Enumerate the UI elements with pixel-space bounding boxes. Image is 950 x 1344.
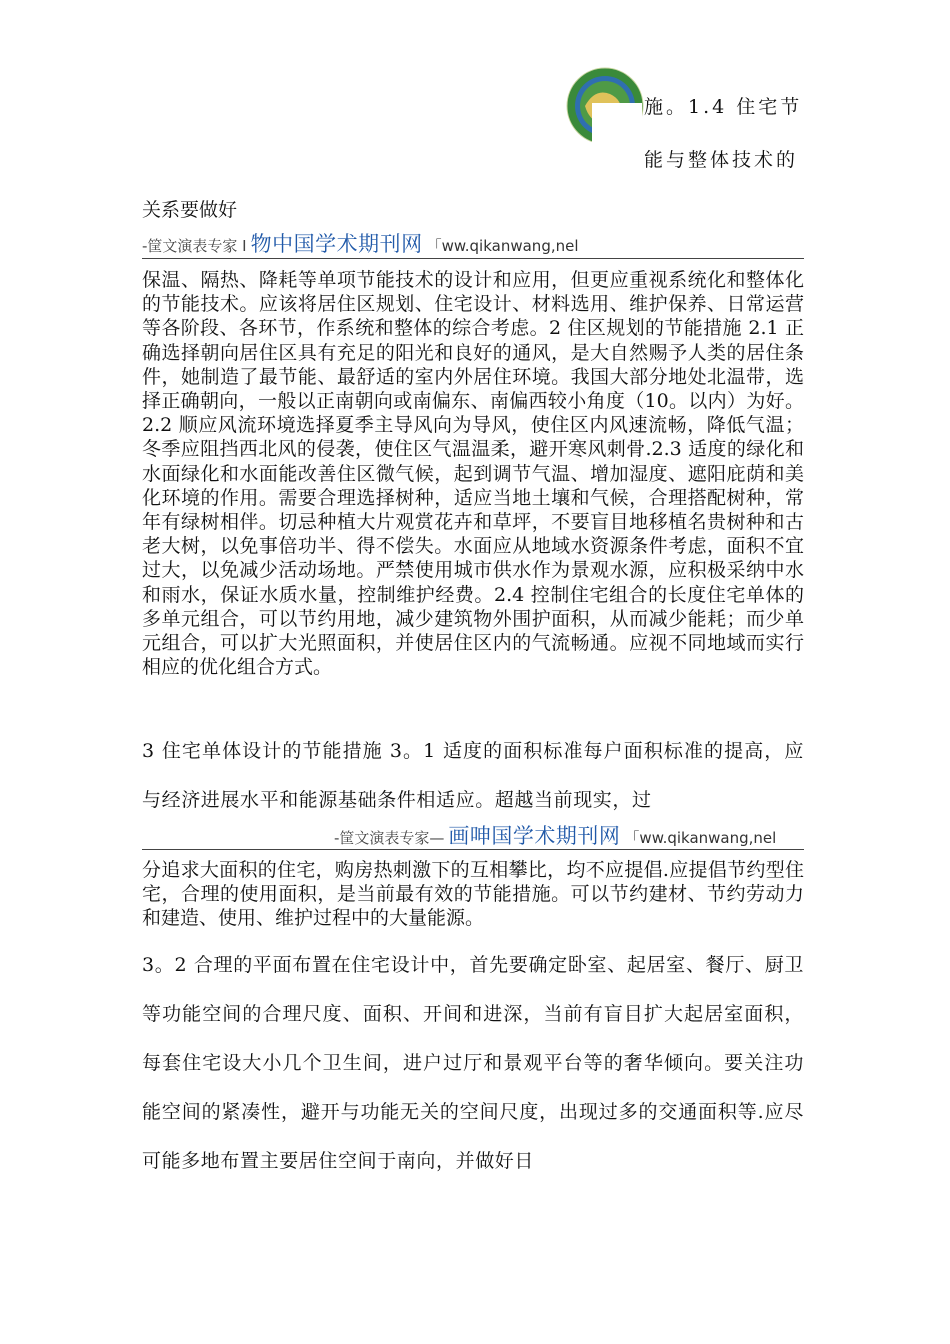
text-line-3: 关系要做好 bbox=[142, 199, 238, 221]
continuation-paragraph: 分追求大面积的住宅，购房热刺激下的互相攀比，均不应提倡.应提倡节约型住宅，合理的使用面积，是当前最有效的节能措施。可以节约建材、节约劳动力和建造、使用、维护过程中的大量能源。 bbox=[142, 859, 804, 930]
section-3-2-paragraph: 3。2 合理的平面布置在住宅设计中，首先要确定卧室、起居室、餐厅、厨卫等功能空间的合理尺度、面积、开间和进深，当前有盲目扩大起居室面积，每套住宅设大小几个卫生间，进户过厅和景观平台等的奢华倾向。要关注功能空间的紧凑性，避开与功能无关的空间尺度，出现过多的交通面积等.应尽可能多地布置主要居住空间于南向，并做好日 bbox=[142, 954, 804, 1172]
main-paragraph: 保温、隔热、降耗等单项节能技术的设计和应用，但更应重视系统化和整体化的节能技术。应该将居住区规划、住宅设计、材料选用、维护保养、日常运营等各阶段、各环节，作系统和整体的综合考虑。2 住区规划的节能措施 2.1 正确选择朝向居住区具有充足的阳光和良好的通风，是大自然赐予人类的居住条件，她制造了最节能、最舒适的室内外居住环境。我国大部分地处北温带，选择正确朝向，一般以正南朝向或南偏东、南偏西较小角度（10。以内）为好。2.2 顺应风流环境选择夏季主导风向为导风，使住区内风速流畅，降低气温；冬季应阻挡西北风的侵袭，使住区气温温柔，避开寒风刺骨.2.3 适度的绿化和水面绿化和水面能改善住区微气候，起到调节气温、增加湿度、遮阳庇荫和美化环境的作用。需要合理选择树种，适应当地土壤和气候，合理搭配树种，常年有绿树相伴。切忌种植大片观赏花卉和草坪，不要盲目地移植名贵树种和古老大树，以免事倍功半、得不偿失。水面应从地域水资源条件考虑，面积不宜过大，以免减少活动场地。严禁使用城市供水作为景观水源，应积极采纳中水和雨水，保证水质水量，控制维护经费。2.4 控制住宅组合的长度住宅单体的多单元组合，可以节约用地，减少建筑物外围护面积，从而减少能耗；而少单元组合，可以扩大光照面积，并使居住区内的气流畅通。应视不同地域而实行相应的优化组合方式。 bbox=[142, 269, 804, 679]
watermark-brand: 画呻国学术期刊网 bbox=[448, 824, 621, 848]
watermark-prefix: -筐文演表专家 I bbox=[142, 237, 247, 255]
watermark-1 bbox=[142, 228, 579, 258]
watermark-url: 「ww.qikanwang,nel bbox=[426, 237, 579, 255]
seal-cover bbox=[592, 103, 642, 147]
divider-rule bbox=[142, 258, 804, 259]
section-3-paragraph: 3 住宅单体设计的节能措施 3。1 适度的面积标准每户面积标准的提高，应与经济进展水平和能源基础条件相适应。超越当前现实，过 bbox=[142, 740, 804, 811]
divider-rule bbox=[142, 849, 804, 850]
watermark-brand: 物中国学术期刊网 bbox=[250, 232, 423, 256]
watermark-url: 「ww.qikanwang,nel bbox=[624, 829, 777, 847]
text-line-top-2: 能与整体技术的 bbox=[644, 149, 799, 171]
watermark-prefix: -筐文演表专家— bbox=[334, 829, 445, 847]
watermark-2 bbox=[334, 820, 776, 850]
text-line-top-1: 施。1.4 住宅节 bbox=[644, 96, 803, 118]
